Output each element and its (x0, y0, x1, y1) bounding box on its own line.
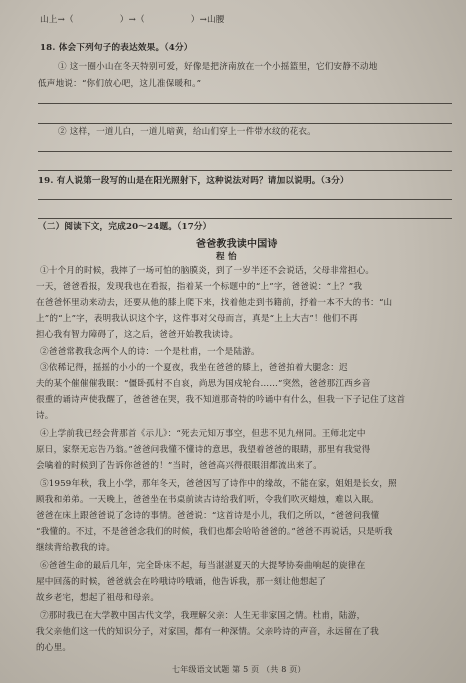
answer-line (38, 123, 452, 124)
article-line: 的心里。 (36, 643, 72, 653)
question-18-heading: 18. 体会下列句子的表达效果。（4分） (40, 43, 193, 53)
question-19-heading: 19. 有人说第一段写的山是在阳光照射下，这种说法对吗？请加以说明。（3分） (38, 176, 349, 186)
article-line: ②爸爸常教我念两个人的诗：一个是杜甫，一个是陆游。 (40, 347, 260, 357)
article-line: 上”的“上”字，表明我认识这个字，这件事对父母而言，真是“上上大吉”！他们不再 (36, 314, 358, 324)
page-footer: 七年级语文试题 第 5 页 （共 8 页） (172, 665, 306, 674)
article-line: 担心我有智力障碍了，这之后，爸爸开始教我读诗。 (36, 330, 239, 340)
article-line: 夫的某个催催催我眠：“僵卧孤村不自哀，尚思为国戍轮台……”突然，爸爸那江西乡音 (36, 379, 371, 389)
article-line: “我懂的。不过，不是爸爸念我们的时候，我们也都会哈哈爸爸的。”爸爸不再说话，只是听我 (36, 527, 393, 537)
answer-line (38, 151, 452, 152)
question-17-blank-line (40, 15, 225, 26)
article-line: 继续背给教我的诗。 (36, 543, 116, 553)
answer-line (38, 218, 452, 219)
article-line: 诗。 (36, 411, 54, 421)
article-line: ⑤1959年秋，我上小学，那年冬天，爸爸因写了诗作中的缘故，不能在家，姐姐是长女，照 (40, 479, 397, 489)
article-line: 顾我和弟弟。一天晚上，爸爸坐在书桌前读古诗给我们听，令我们吹灭蜡烛，难以入眠。 (36, 495, 379, 505)
question-18-sentence-1-line-1: ① 这一圈小山在冬天特别可爱，好像是把济南放在一个小摇篮里，它们安静不动地 (58, 62, 378, 72)
article-line: ⑥爸爸生命的最后几年，完全卧床不起，每当湛湛夏天的大提琴协奏曲响起的旋律在 (40, 561, 366, 571)
answer-line (38, 170, 452, 171)
article-title: 爸爸教我读中国诗 (196, 239, 278, 250)
article-author: 程 怡 (216, 252, 237, 262)
section-2-heading: （二）阅读下文，完成20～24题。（17分） (38, 222, 212, 232)
blank-line-mid2: ）→山腰 (190, 15, 225, 25)
article-line: 原日，家祭无忘告乃翁。”爸爸问我懂不懂诗的意思，我望着爸爸的眼睛，那里有我觉得 (36, 445, 371, 455)
article-line: 我父亲他们这一代的知识分子，对家国，都有一种深情。父亲吟诗的声音，永远留在了我 (36, 627, 379, 637)
article-line: ④上学前我已经会背那首《示儿》：“死去元知万事空，但悲不见九州同。王师北定中 (40, 429, 366, 439)
article-line: ①十个月的时候，我摔了一场可怕的脑膜炎，到了一岁半还不会说话，父母非常担心。 (40, 266, 375, 276)
article-line: 在爸爸怀里动来动去，还要从他的膝上爬下来，找着他走到书籍前，抒着一本不大的书：“山 (36, 298, 393, 308)
blank-line-start: 山上→（ (40, 15, 74, 25)
article-line: 一天，爸爸看报，发现我也在看报，指着某一个标题中的“上”字，爸爸说：“上？”我 (36, 282, 363, 292)
answer-line (38, 103, 452, 104)
answer-line (38, 199, 452, 200)
blank-line-mid1: ）→（ (119, 15, 145, 25)
article-line: ③依稀记得，摇摇的小小的一个夏夜，我坐在爸爸的膝上，爸爸拍着大腿念：迟 (40, 363, 348, 373)
article-line: 很重的诵诗声使我醒了，爸爸爸在哭，我不知道那奇特的吟诵中有什么，但我一下子记住了这首 (36, 395, 406, 405)
question-18-sentence-1-line-2: 低声地说：“你们放心吧，这儿准保暖和。” (38, 79, 202, 89)
article-line: 故乡老宅，想起了祖母和母亲。 (36, 593, 160, 603)
article-line: 会噙着的时候到了告诉你爸爸的！”当时，爸爸高兴得很眼泪都流出来了。 (36, 461, 322, 471)
article-line: 屋中回荡的时候，爸爸就会在吟哦诗吟哦诵，他告诉我，那一刻让他想起了 (36, 577, 327, 587)
question-18-sentence-2: ② 这样，一道儿白，一道儿暗黄，给山们穿上一件带水纹的花衣。 (58, 127, 316, 137)
article-line: 爸爸在床上跟爸爸说了念诗的事情。爸爸说：“这首诗是小儿，我们之所以，“爸爸问我懂 (36, 511, 380, 521)
article-line: ⑦那时我已在大学教中国古代文学，我理解父亲：人生无非家国之情。杜甫，陆游， (40, 611, 366, 621)
